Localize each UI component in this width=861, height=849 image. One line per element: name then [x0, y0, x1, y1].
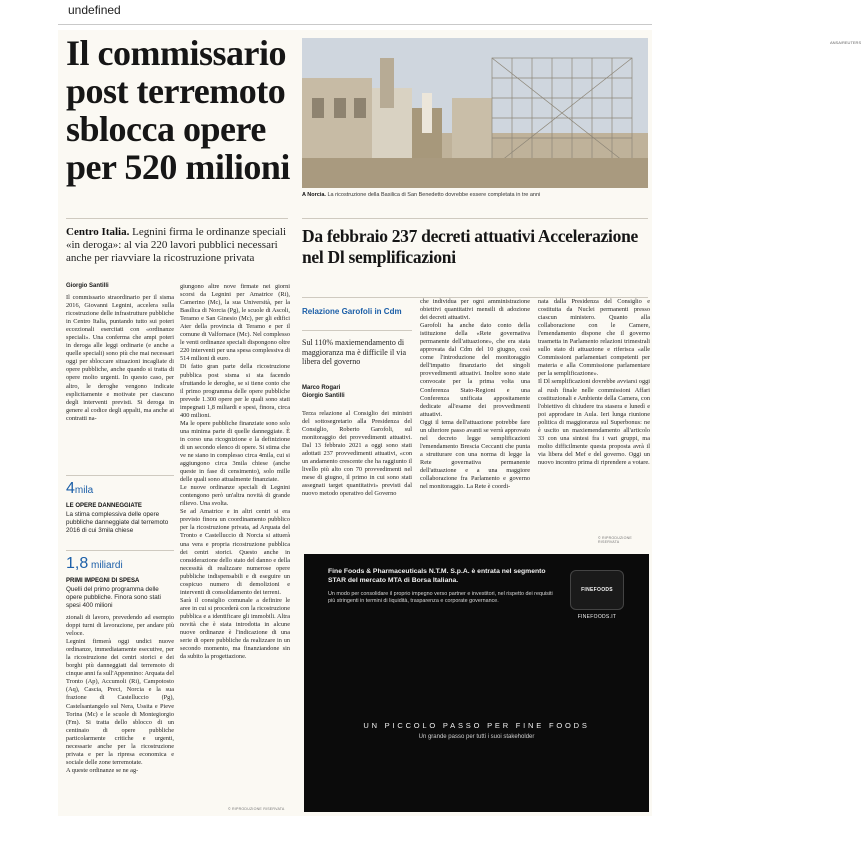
- photo-caption: [302, 192, 648, 198]
- article1-copyright: © RIPRODUZIONE RISERVATA: [228, 807, 285, 811]
- divider-right: [302, 218, 648, 219]
- stat2-text: Quelli del primo programma delle opere pubbliche. Finora sono stati spesi 400 milioni: [66, 586, 161, 609]
- article2-column1: Terza relazione al Consiglio dei ministri del sottosegretario alla Presidenza del Consiglio, Roberto Garofoli, sul monitoraggio dei provvedimenti attuativi. Dal 13 febbraio 2021 a oggi sono stati adottati 237 provvedimenti attuativi, «con un andamento crescente che ha raggiunto il livello più alto con 70 provvedimenti nel mese di giugno, il primo in cui sono stati assegnati target quantitativi» previsti dal nuovo metodo operativo del Governo: [302, 410, 412, 498]
- top-divider: [58, 24, 652, 25]
- article1-byline: Giorgio Santilli: [66, 283, 109, 289]
- norcia-basilica-photo: [302, 38, 861, 188]
- article1-column2: giungono altre nove firmate nei giorni scorsi da Legnini per Amatrice (Ri), Camerino (Mc), la sua Università, per la Basilica di Norcia (Pg), le scuole di Ascoli, Teramo e San Ginesio (Mc), per gli edifici Ater della provincia di Teramo e per il comune di Valfornace (Mc). Nel complesso le venti ordinanze speciali dispongono oltre 220 interventi per una spesa complessiva di 514 milioni di euro. Di fatto gran parte della ricostruzione pubblica post sisma si sta facendo sfruttando le deroghe, se si tiene conto che il primo programma delle opere pubbliche prevede 1.300 opere per le quali sono stati impegnati 1,8 miliardi e spesi, finora, circa 400 milioni. Ma le opere pubbliche finanziate sono solo una minima parte di quelle danneggiate. È in corso una ricognizione e la definizione di un secondo elenco di opere. Si stima che ve ne siano in complesso circa 4mila, cui si aggiungono circa 3mila chiese (anche queste in fase di censimento), solo mille delle quali sono attualmente finanziate. Le nuove ordinanze speciali di Legnini contengono però un'altra novità di grande rilievo. Una svolta. Se ad Amatrice e in altri centri si era previsto finora un coordinamento pubblico per la ricostruzione privata, ad Arquata del Tronto e Castelluccio di Norcia si attuerà una vera e propria ricostruzione pubblica dei centri storici. Questo anche in considerazione dello stato del danno e della necessità di realizzare numerose opere pubbliche indispensabili e di eseguire un cospicuo numero di demolizioni e interventi di consolidamento dei terreni. Sarà il consiglio comunale a definire le aree in cui si procederà con la ricostruzione pubblica e a identificare gli immobili. Altra novità che è stata introdotta in alcune nuove ordinanze è l'indicazione di una serie di opere pubbliche da realizzare in un secondo momento, ma finanziandone sin da subito la progettazione.: [180, 283, 290, 661]
- article1-column1: Il commissario straordinario per il sisma 2016, Giovanni Legnini, accelera sulla ricostruzione delle infrastrutture pubbliche in Centro Italia, puntando tutto sui poteri eccezionali esercitati con «ordinanze speciali». Una conferma che ampi poteri in deroga alle leggi ordinarie (e anche a quelle speciali) sono più che mai necessari oggi per sbloccare situazioni incagliate di opere pubbliche, anche quando si tratta di opere molto urgenti. In questo caso, per altro, le deroghe vengono indicate esplicitamente e motivate per ciascuno degli interventi previsti. Si deroga in genere al codice degli appalti, ma anche ai contratti na-: [66, 294, 174, 422]
- divider-left: [66, 218, 288, 219]
- article2-deck: Sul 110% maxiemendamento di maggioranza ma è difficile il via libera del governo: [302, 338, 407, 367]
- article1-subheading: [66, 226, 291, 266]
- stat1-text: La stima complessiva delle opere pubbliche danneggiate dal terremoto 2016 di cui 3mila chiese: [66, 511, 169, 534]
- finefoods-advertisement[interactable]: [304, 554, 649, 812]
- ad-tagline: Un grande passo per tutti i suoi stakeholder: [418, 734, 535, 740]
- stat1-value: 4: [66, 480, 75, 497]
- ad-title: Fine Foods & Pharmaceuticals N.T.M. S.p.A. è entrata nel segmento STAR del mercato MTA di Borsa Italiana.: [328, 568, 546, 584]
- stat1-number: [66, 480, 93, 498]
- stat2-rule: [66, 550, 174, 551]
- article2-column2: che individua per ogni amministrazione obiettivi quantitativi mensili di adozione dei decreti attuativi. Garofoli ha anche dato conto della istituzione della «Rete governativa permanente dell'attuazione», che era stata approvata dal Cdm del 10 giugno, così come l'introduzione del monitoraggio dell'impatto finanziario dei singoli provvedimenti attuativi. Inoltre sono state convocate per la prima volta una Conferenza Stato-Regioni e una Conferenza unificata appositamente dedicate all'esame dei provvedimenti attuativi. Oggi il tema dell'attuazione potrebbe fare un ulteriore passo avanti se verrà approvato nel decreto legge semplificazioni l'emendamento Brescia Ceccanti che punta a strutturare con una norma di legge la Rete governativa permanente dell'attuazione e a una maggiore collaborazione fra Parlamento e governo nel monitoraggio. La Rete è coordi-: [420, 298, 530, 491]
- finefoods-logo: [570, 570, 624, 610]
- ad-body: Un modo per consolidare il proprio impegno verso partner e investitori, nel rispetto dei requisiti più stringenti in termini di liquidità, trasparenza e corporate governance.: [328, 591, 553, 605]
- photo-credit: ANSA/REUTERS: [830, 40, 861, 45]
- article1-column1-continued: zionali di lavoro, prevedendo ad esempio doppi turni di lavorazione, per andare più veloce. Legnini firmerà oggi undici nuove ordinanze, immediatamente esecutive, per la ricostruzione dei centri storici e dei borghi più danneggiati dal terremoto di cinque anni fa sull'Appennino: Arquata del Tronto (Ap), Accumoli (Ri), Campotosto (Aq), Cascia, Preci, Norcia e la sua frazione di Castelluccio (Pg), Castelsantangelo sul Nera, Ussita e Pieve Torina (Mc) e le scuole di Montegiorgio (Fm). Si tratta dello sblocco di un centinaio di opere pubbliche particolarmente critiche e urgenti, necessarie anche per la ricostruzione privata e per la ripresa economica e sociale delle zone terremotate. A queste ordinanze se ne ag-: [66, 614, 174, 774]
- stat1-title: LE OPERE DANNEGGIATE: [66, 503, 142, 509]
- subheading-text: Legnini firma le ordinanze speciali «in deroga»: al via 220 lavori pubblici necessari anche per riavviare la ricostruzione privata: [66, 226, 287, 265]
- byline-author2: Giorgio Santilli: [302, 392, 345, 399]
- byline-author1: Marco Rogari: [302, 385, 341, 391]
- ad-website-link[interactable]: FINEFOODS.IT: [577, 614, 617, 620]
- caption-text: La ricostruzione della Basilica di San Benedetto dovrebbe essere completata in tre anni: [325, 192, 541, 198]
- ad-slogan: UN PICCOLO PASSO PER FINE FOODS: [363, 721, 590, 730]
- article2-copyright: © RIPRODUZIONE RISERVATA: [598, 536, 632, 544]
- logo-text: FINEFOODS: [581, 587, 613, 593]
- stat2-value: 1,8: [66, 555, 89, 572]
- article2-headline: Da febbraio 237 decreti attuativi Accelerazione nel Dl semplificazioni: [302, 226, 638, 267]
- newspaper-page: [58, 30, 861, 816]
- stat1-rule: [66, 475, 174, 476]
- deck-rule: [302, 330, 412, 331]
- viewer-label: undefined: [68, 3, 121, 17]
- article2-column3: nata dalla Presidenza del Consiglio e costituita da Nuclei permanenti presso ciascun ministero. Quanto alla collaborazione con le Camere, l'emendamento dispone che il governo trasmetta in Parlamento relazioni trimestrali sullo stato di attuazione e riferisca «alle Commissioni parlamentari competenti per materia e alla Commissione parlamentare per la semplificazione». Il Dl semplificazioni dovrebbe avviarsi oggi al rush finale nelle commissioni Affari costituzionali e Ambiente della Camera, con l'obiettivo di chiudere tra stasera e lunedì e poi approdare in Aula. Ieri lunga riunione politica di maggioranza sul Superbonus: ne è uscito un maxiemendamento all'articolo 33 con una sintesi fra i vari gruppi, ma molto difficilmente questa proposta avrà il via libera del Mef e del governo. Oggi un nuovo incontro prima di riprendere a votare.: [538, 298, 650, 466]
- photo-illustration: [302, 38, 648, 188]
- stat2-unit: miliardi: [88, 560, 123, 571]
- subheading-lead: Centro Italia.: [66, 226, 130, 238]
- article2-kicker: Relazione Garofoli in Cdm: [302, 307, 402, 316]
- stat2-number: [66, 555, 123, 573]
- article2-byline: [302, 385, 345, 401]
- stat1-unit: mila: [74, 485, 94, 496]
- caption-lead: A Norcia.: [302, 192, 326, 198]
- stat2-title: PRIMI IMPEGNI DI SPESA: [66, 578, 140, 584]
- article1-headline: Il commissario post terremoto sblocca opere per 520 milioni: [66, 33, 290, 188]
